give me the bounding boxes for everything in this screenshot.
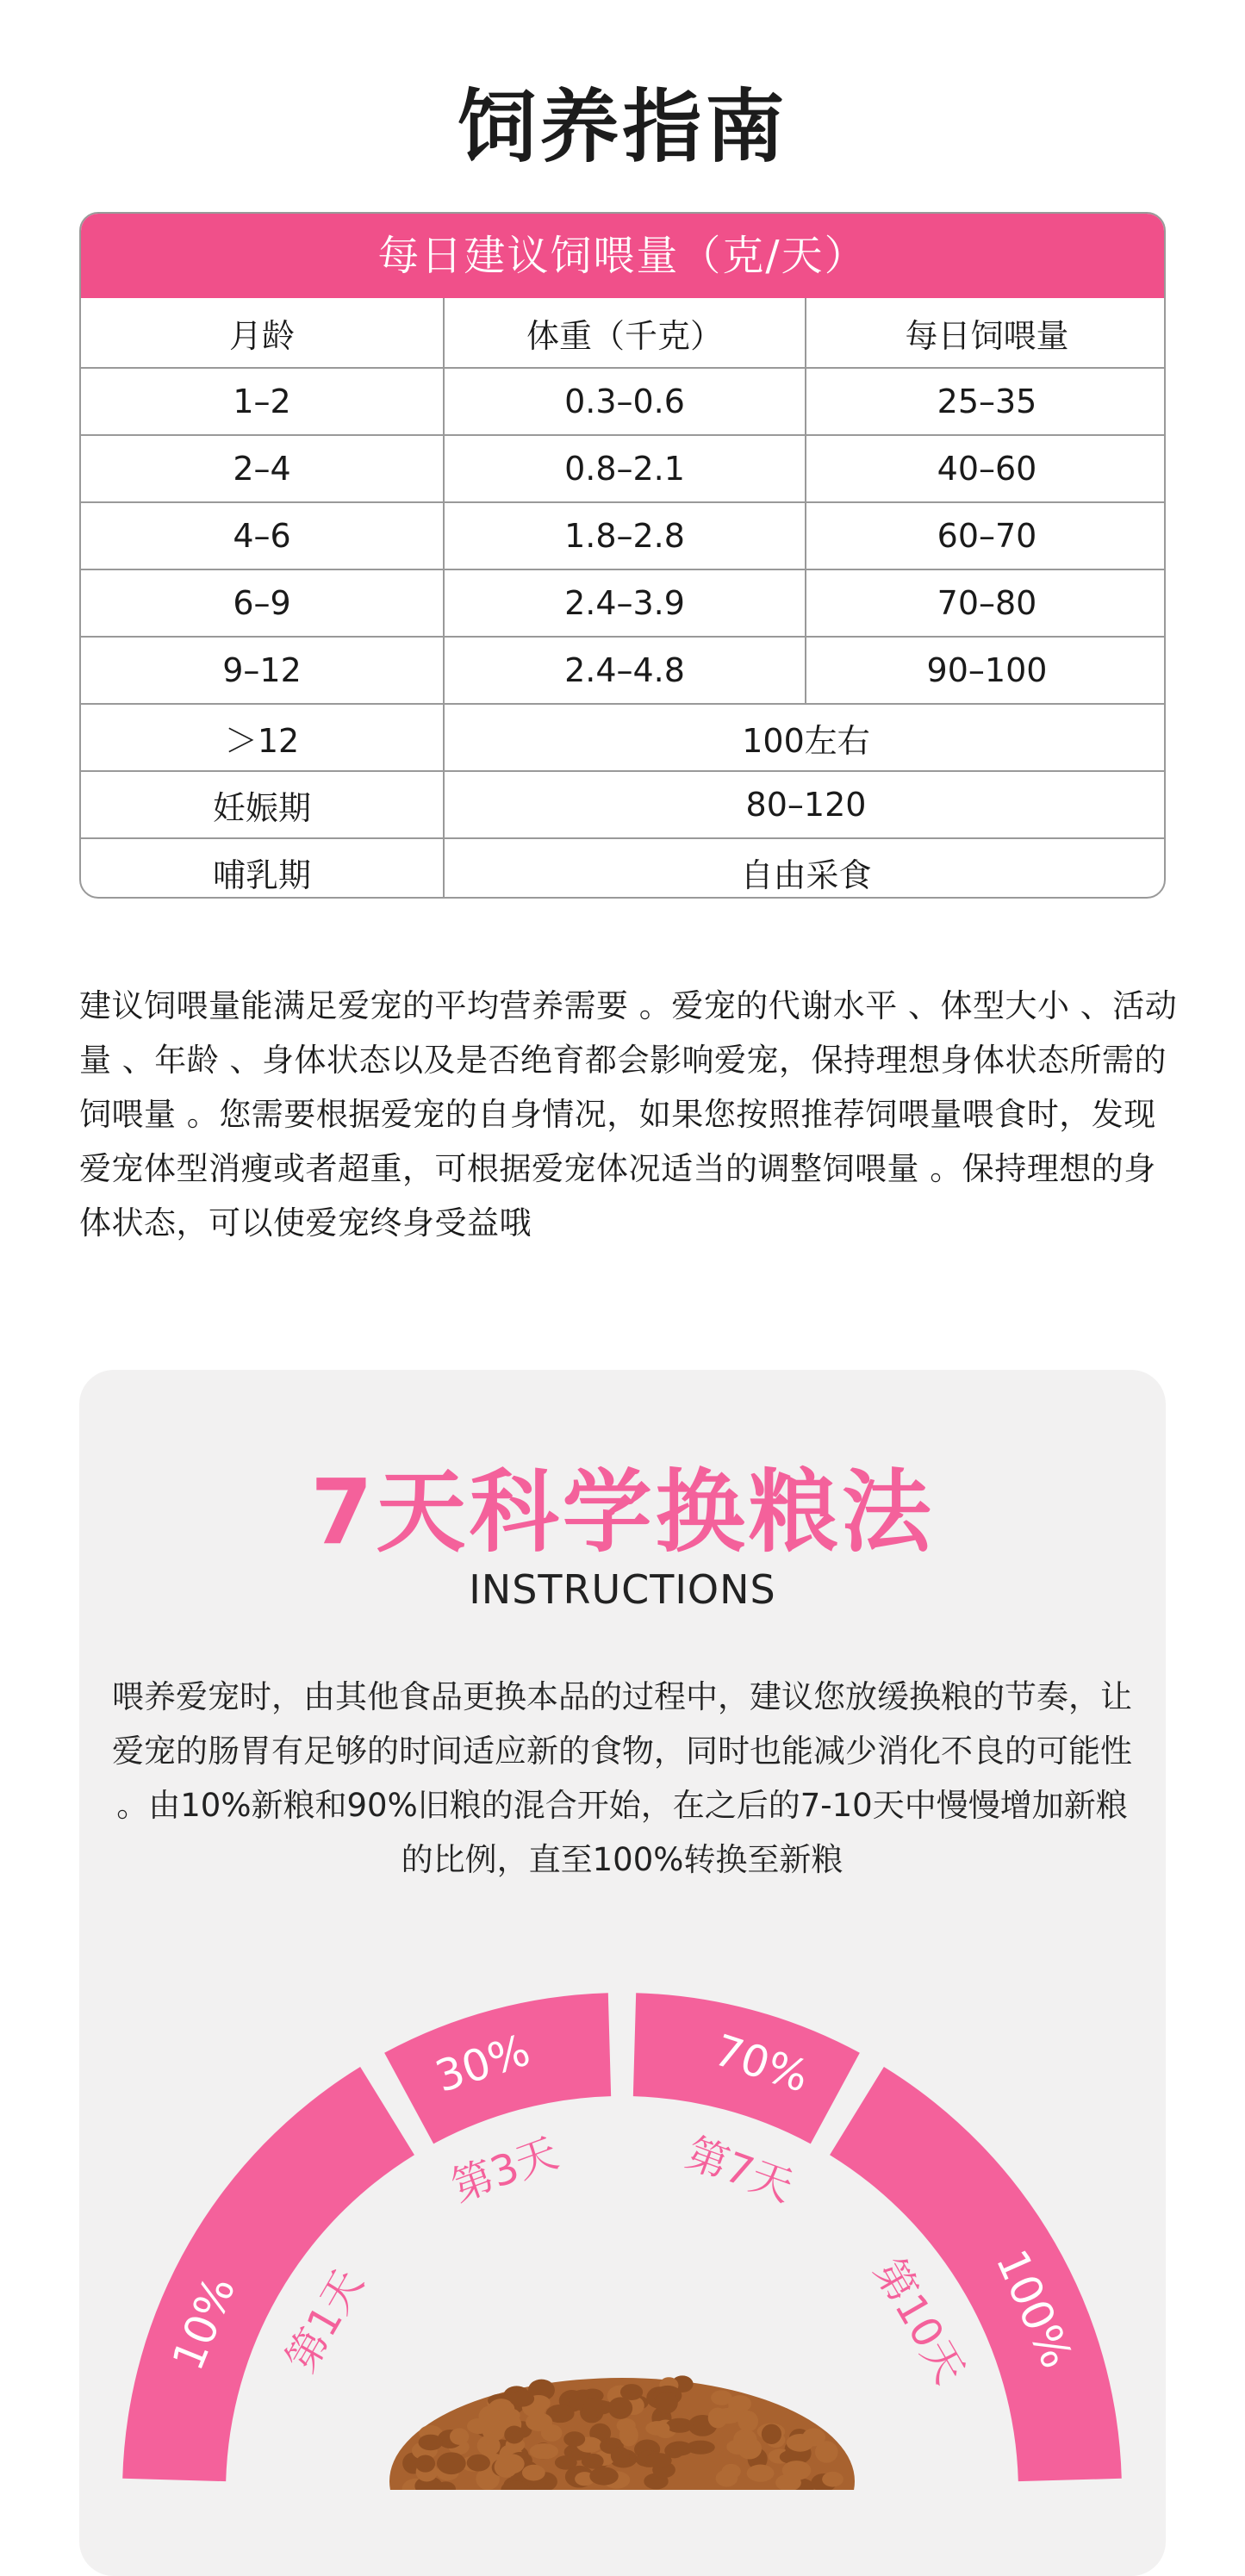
table-row <box>81 435 1166 502</box>
header-age: 月龄 <box>81 298 444 368</box>
kibble-piece <box>608 2397 632 2418</box>
cell-weight: 2.4–3.9 <box>444 569 806 637</box>
cell-amount: 40–60 <box>806 435 1166 502</box>
kibble-piece <box>655 2392 678 2413</box>
kibble-piece <box>583 2454 604 2468</box>
kibble-piece <box>563 2431 585 2447</box>
table-row <box>81 502 1166 569</box>
header-amount: 每日饲喂量 <box>806 298 1166 368</box>
cell-age: 2–4 <box>81 435 444 502</box>
kibble-piece <box>620 2384 643 2400</box>
table-row <box>81 838 1166 899</box>
kibble-piece <box>499 2454 525 2473</box>
cell-amount: 25–35 <box>806 368 1166 435</box>
kibble-piece <box>450 2428 469 2444</box>
table-row <box>81 637 1166 704</box>
cell-age: 妊娠期 <box>81 771 444 838</box>
kibble-piece <box>530 2443 558 2459</box>
header-weight: 体重（千克） <box>444 298 806 368</box>
panel-subtitle: INSTRUCTIONS <box>469 1566 776 1613</box>
cell-amount-merged: 80–120 <box>444 771 1166 838</box>
kibble-piece <box>419 2435 443 2450</box>
cell-amount-merged: 自由采食 <box>740 856 872 894</box>
kibble-piece <box>583 2398 602 2418</box>
cell-age: ＞12 <box>81 704 444 771</box>
table-row <box>81 704 1166 771</box>
arc-day-label: 第1天 <box>277 2262 374 2380</box>
kibble-piece <box>726 2439 751 2455</box>
cell-age: 6–9 <box>81 569 444 637</box>
kibble-piece <box>782 2461 812 2480</box>
kibble-piece <box>522 2465 545 2481</box>
kibble-piece <box>645 2453 672 2468</box>
cell-weight: 2.4–4.8 <box>444 637 806 704</box>
kibble-piece <box>437 2452 466 2474</box>
kibble-piece <box>415 2455 435 2472</box>
transition-arc <box>79 1370 1166 2490</box>
kibble-piece <box>716 2470 738 2487</box>
cell-weight: 1.8–2.8 <box>444 502 806 569</box>
kibble-piece <box>708 2408 728 2429</box>
cell-amount: 90–100 <box>806 637 1166 704</box>
feeding-table-grid <box>81 298 1166 899</box>
feeding-table <box>79 212 1166 899</box>
kibble-pile-image <box>389 2375 855 2490</box>
arc-percent-label: 70% <box>707 2025 815 2102</box>
transition-panel <box>79 1370 1166 2576</box>
kibble-piece <box>787 2434 814 2452</box>
cell-age: 1–2 <box>81 368 444 435</box>
feeding-description: 建议饲喂量能满足爱宠的平均营养需要 。爱宠的代谢水平 、体型大小 、活动量 、年龄 、身体状态以及是否绝育都会影响爱宠，保持理想身体状态所需的饲喂量 。您需要根据爱宠的自身情况，如果您按照推荐饲喂量喂食时，发现爱宠体型消瘦或者超重，可根据爱宠体况适当的调整饲喂量 。保持理想的身体状态，可以使爱宠终身受益哦 <box>79 987 1178 1241</box>
kibble-piece <box>822 2472 843 2487</box>
cell-weight: 0.8–2.1 <box>444 435 806 502</box>
table-header-row <box>81 298 1166 368</box>
cell-weight: 0.3–0.6 <box>444 368 806 435</box>
cell-amount-merged: 100左右 <box>444 704 1166 771</box>
table-row <box>81 569 1166 637</box>
kibble-piece <box>477 2436 501 2456</box>
kibble-piece <box>611 2447 630 2465</box>
cell-amount: 70–80 <box>806 569 1166 637</box>
kibble-piece <box>711 2390 732 2405</box>
cell-age: 哺乳期 <box>81 838 444 899</box>
table-caption: 每日建议饲喂量（克/天） <box>81 214 1164 298</box>
cell-age: 9–12 <box>81 637 444 704</box>
kibble-piece <box>509 2391 534 2407</box>
kibble-piece <box>738 2411 758 2432</box>
arc-day-label: 第3天 <box>445 2129 564 2212</box>
arc-day-label: 第10天 <box>864 2249 974 2392</box>
kibble-piece <box>467 2455 490 2472</box>
arc-day-label: 第7天 <box>680 2129 800 2212</box>
arc-segment-day1 <box>122 2067 414 2481</box>
arc-percent-label: 100% <box>986 2242 1082 2376</box>
table-row <box>81 771 1166 838</box>
kibble-piece <box>495 2408 520 2423</box>
kibble-piece <box>589 2467 619 2485</box>
kibble-piece <box>762 2424 781 2444</box>
panel-title: 7天科学换粮法 <box>310 1459 935 1565</box>
arc-percent-label: 10% <box>162 2269 246 2378</box>
kibble-piece <box>619 2424 638 2447</box>
cell-age: 4–6 <box>81 502 444 569</box>
kibble-piece <box>467 2418 491 2434</box>
kibble-piece <box>645 2421 669 2436</box>
panel-description: 喂养爱宠时，由其他食品更换本品的过程中，建议您放缓换粮的节奏，让爱宠的肠胃有足够的时间适应新的食物，同时也能减少消化不良的可能性 。由10%新粮和90%旧粮的混合开始，在之后的7-10天中慢慢增加新粮的比例，直至100%转换至新粮 <box>112 1678 1132 1878</box>
cell-amount: 60–70 <box>806 502 1166 569</box>
table-row <box>81 368 1166 435</box>
kibble-piece <box>666 2418 694 2433</box>
kibble-piece <box>504 2426 524 2444</box>
kibble-piece <box>555 2455 577 2470</box>
page-title: 饲养指南 <box>457 81 788 173</box>
arc-percent-label: 30% <box>429 2025 537 2102</box>
kibble-piece <box>747 2465 775 2482</box>
